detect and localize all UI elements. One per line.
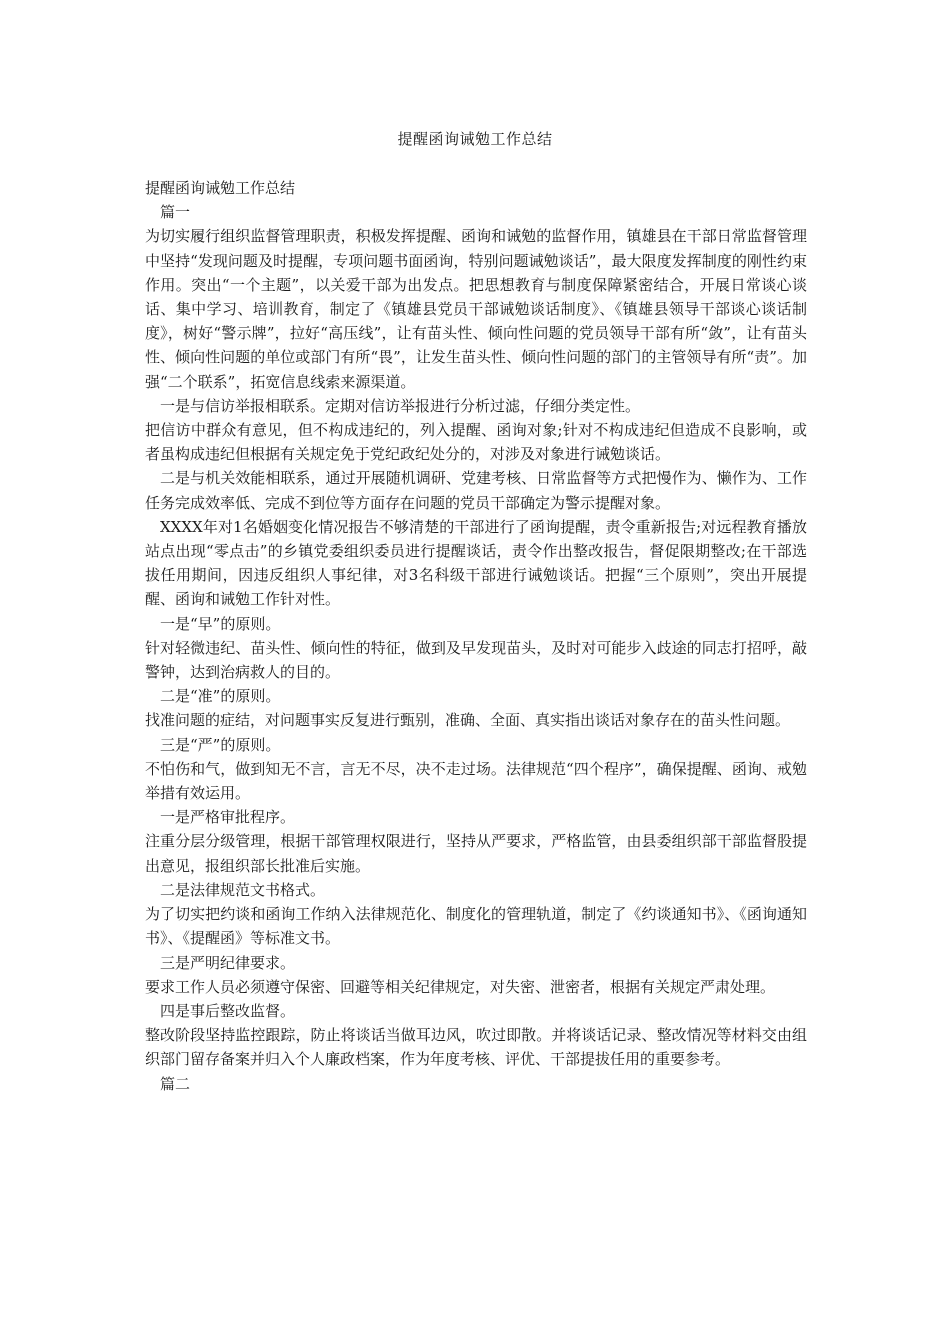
document-paragraph: XXXX年对1名婚姻变化情况报告不够清楚的干部进行了函询提醒，责令重新报告;对远程教育播放站点出现“零点击”的乡镇党委组织委员进行提醒谈话，责令作出整改报告，督促限期整改;在干部选拔任用期间，因违反组织人事纪律，对3名科级干部进行诫勉谈话。把握“三个原则”，突出开展提醒、函询和诫勉工作针对性。 <box>145 517 807 609</box>
document-paragraph: 二是法律规范文书格式。 <box>160 880 326 899</box>
document-paragraph: 篇一 <box>160 203 191 222</box>
document-paragraph: 四是事后整改监督。 <box>160 1001 296 1020</box>
document-paragraph: 篇二 <box>160 1074 191 1093</box>
document-title: 提醒函询诫勉工作总结 <box>397 130 553 148</box>
document-paragraph: 一是“早”的原则。 <box>160 614 281 633</box>
document-paragraph: 整改阶段坚持监控跟踪，防止将谈话当做耳边风，吹过即散。并将谈话记录、整改情况等材料交由组织部门留存备案并归入个人廉政档案，作为年度考核、评优、干部提拔任用的重要参考。 <box>145 1026 807 1069</box>
document-paragraph: 三是严明纪律要求。 <box>160 953 296 972</box>
document-paragraph: 一是严格审批程序。 <box>160 808 296 827</box>
document-paragraph: 要求工作人员必须遵守保密、回避等相关纪律规定，对失密、泄密者，根据有关规定严肃处理。 <box>145 977 776 996</box>
document-paragraph: 为切实履行组织监督管理职责，积极发挥提醒、函询和诫勉的监督作用，镇雄县在干部日常监督管理中坚持“发现问题及时提醒，专项问题书面函询，特别问题诫勉谈话”，最大限度发挥制度的刚性约束作用。突出“一个主题”，以关爱干部为出发点。把思想教育与制度保障紧密结合，开展日常谈心谈话、集中学习、培训教育，制定了《镇雄县党员干部诫勉谈话制度》、《镇雄县领导干部谈心谈话制度》，树好“警示牌”，拉好“高压线”，让有苗头性、倾向性问题的党员领导干部有所“敛”，让有苗头性、倾向性问题的单位或部门有所“畏”，让发生苗头性、倾向性问题的部门的主管领导有所“责”。加强“二个联系”，拓宽信息线索来源渠道。 <box>145 227 807 391</box>
document-paragraph: 不怕伤和气，做到知无不言，言无不尽，决不走过场。法律规范“四个程序”，确保提醒、函询、戒勉举措有效运用。 <box>145 759 807 803</box>
document-paragraph: 把信访中群众有意见，但不构成违纪的，列入提醒、函询对象;针对不构成违纪但造成不良影响，或者虽构成违纪但根据有关规定免于党纪政纪处分的，对涉及对象进行诫勉谈话。 <box>145 421 807 464</box>
document-paragraph: 二是与机关效能相联系，通过开展随机调研、党建考核、日常监督等方式把慢作为、懒作为、工作任务完成效率低、完成不到位等方面存在问题的党员干部确定为警示提醒对象。 <box>145 469 807 512</box>
document-paragraph: 针对轻微违纪、苗头性、倾向性的特征，做到及早发现苗头，及时对可能步入歧途的同志打招呼，敲警钟，达到治病救人的目的。 <box>145 638 807 682</box>
document-paragraph: 为了切实把约谈和函询工作纳入法律规范化、制度化的管理轨道，制定了《约谈通知书》、《函询通知书》、《提醒函》等标准文书。 <box>145 905 807 948</box>
document-paragraph: 二是“准”的原则。 <box>160 687 281 706</box>
document-body <box>145 176 807 1096</box>
document-paragraph: 一是与信访举报相联系。定期对信访举报进行分析过滤，仔细分类定性。 <box>160 396 641 415</box>
document-paragraph: 找准问题的症结，对问题事实反复进行甄别，准确、全面、真实指出谈话对象存在的苗头性问题。 <box>145 711 791 730</box>
document-paragraph: 三是“严”的原则。 <box>160 735 281 754</box>
document-paragraph: 提醒函询诫勉工作总结 <box>145 179 296 197</box>
document-paragraph: 注重分层分级管理，根据干部管理权限进行，坚持从严要求，严格监管，由县委组织部干部监督股提出意见，报组织部长批准后实施。 <box>145 832 807 875</box>
